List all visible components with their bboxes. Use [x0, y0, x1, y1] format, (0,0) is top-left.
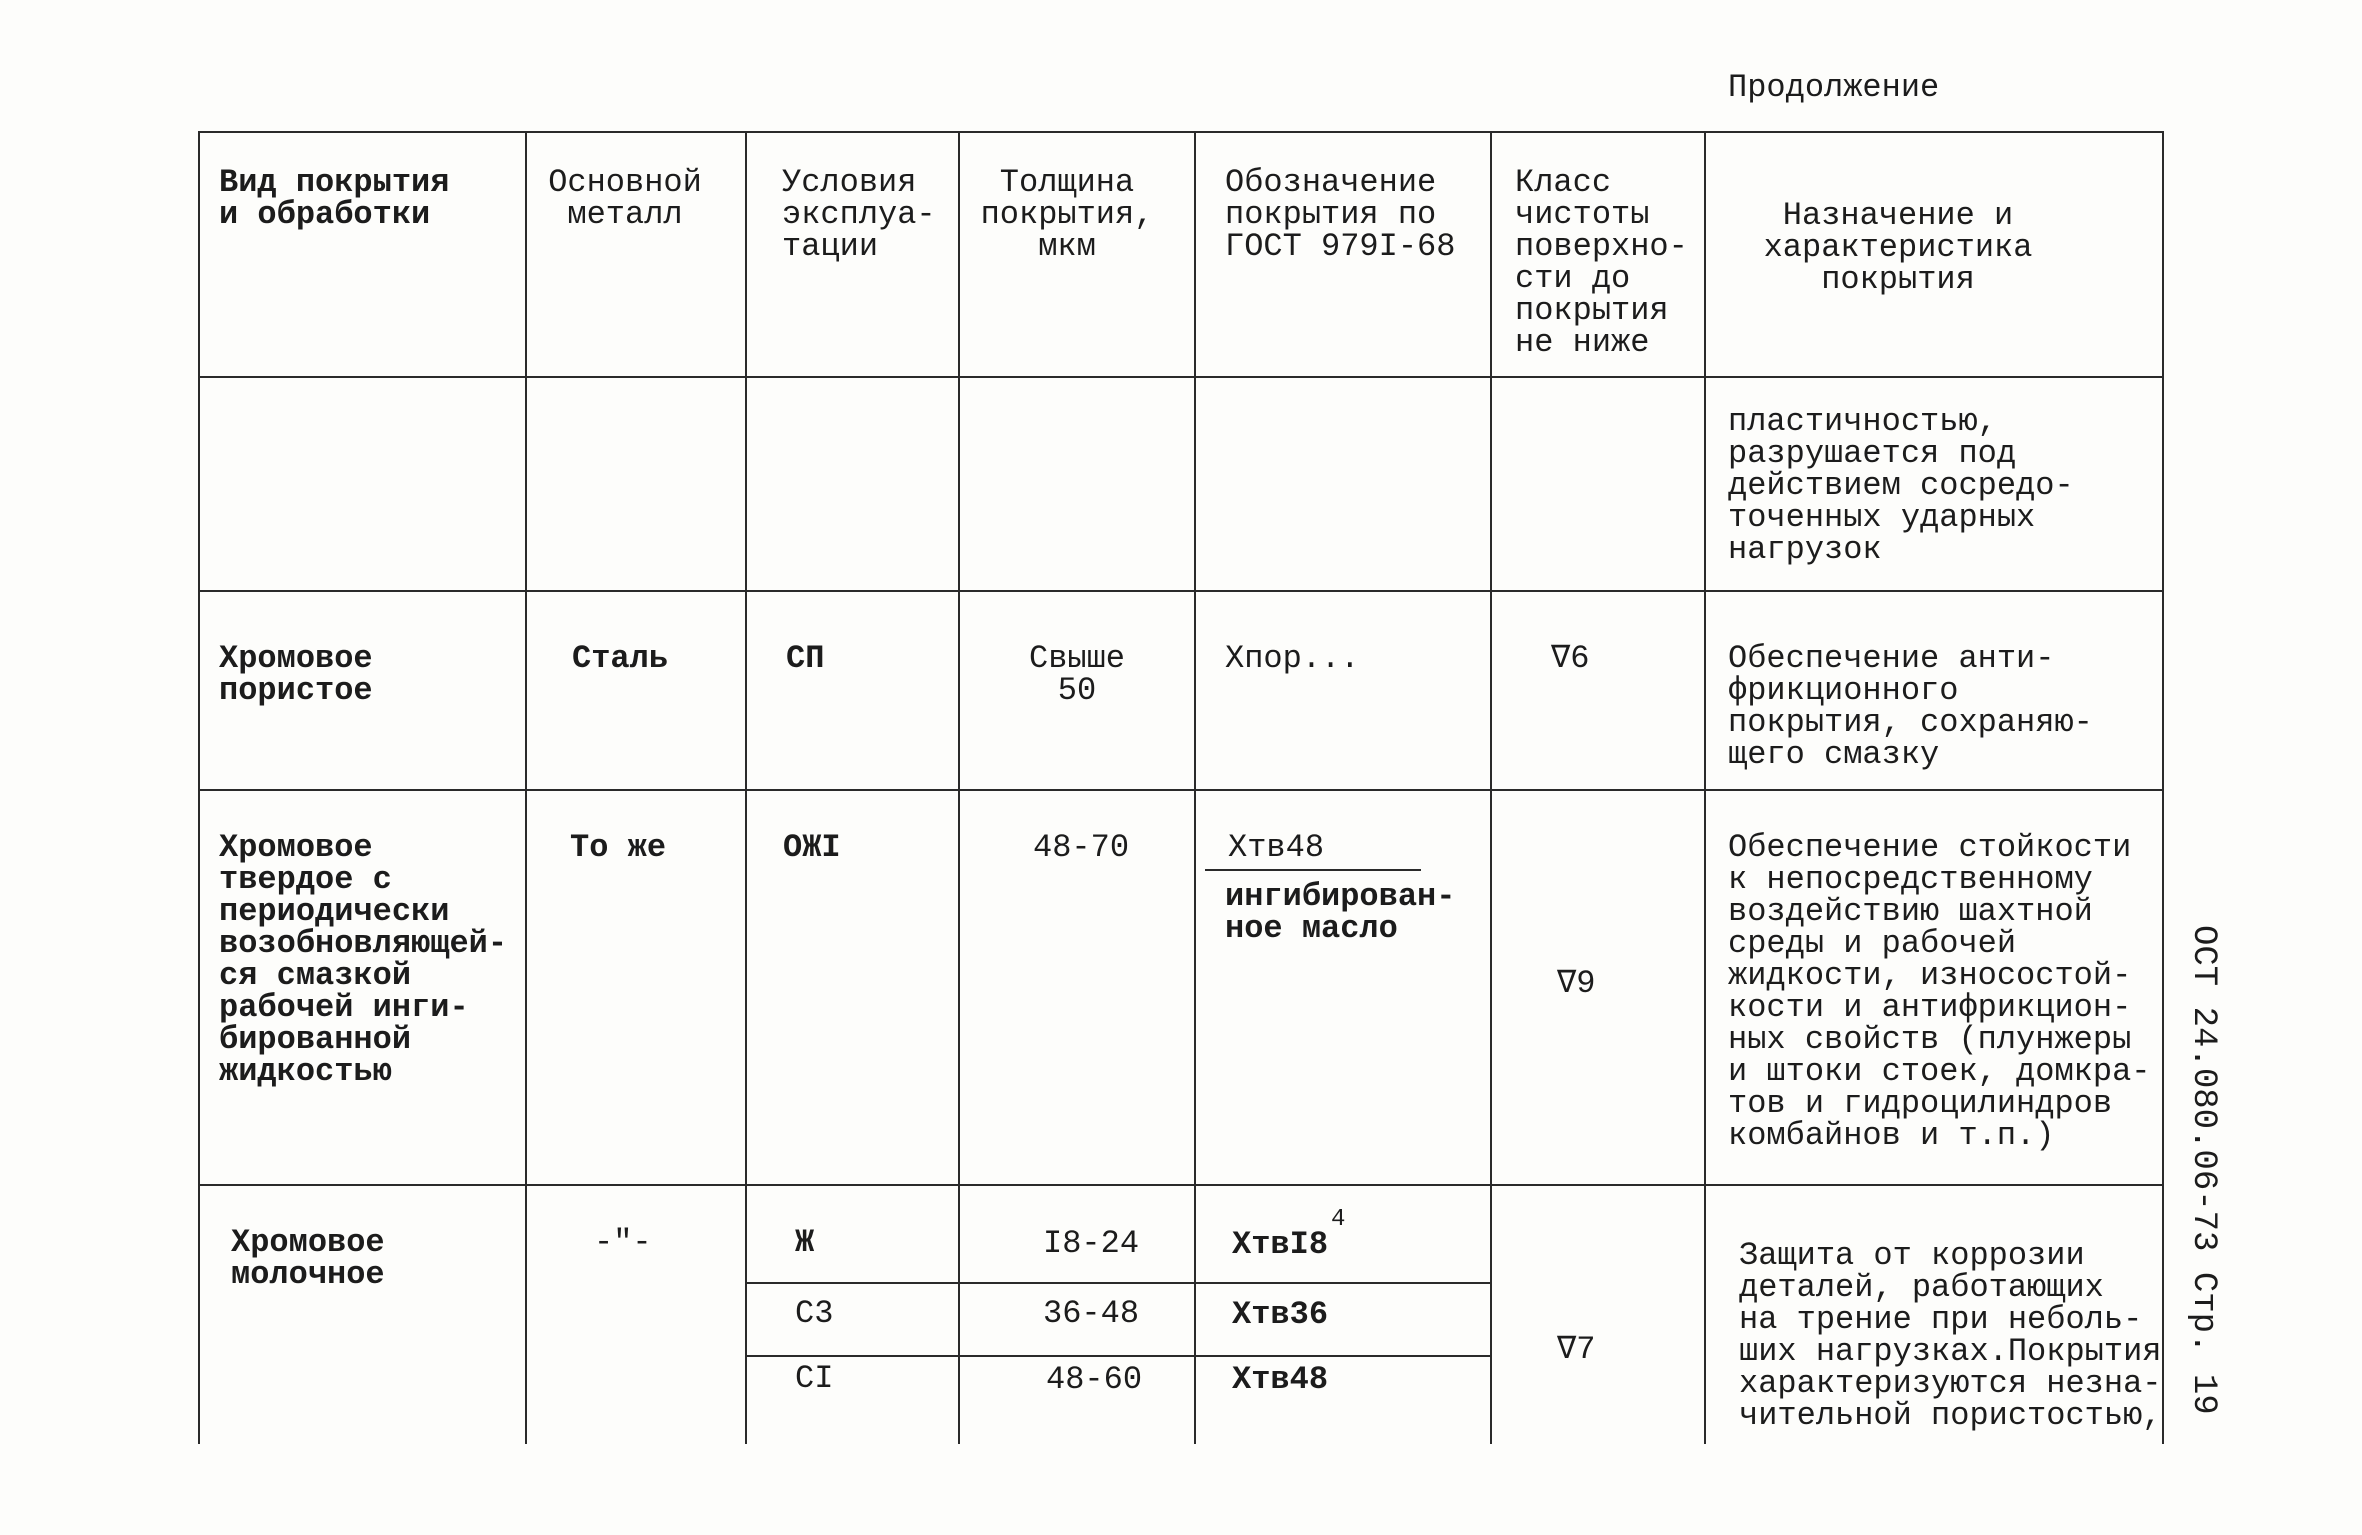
cell-thickness: 48-60 [1046, 1361, 1143, 1398]
column-border [1194, 131, 1196, 1444]
cell-conditions: С3 [795, 1295, 834, 1332]
cell-coating-type: Хромовое молочное [231, 1224, 385, 1293]
designation-footnote-mark: 4 [1331, 1206, 1346, 1233]
row-divider [198, 1184, 2164, 1186]
cell-purpose: Защита от коррозии деталей, работающих на трение при неболь- ших нагрузках.Покрытия характеризуются незна- чительной пористостью, [1739, 1237, 2162, 1434]
cell-designation: Хтв48 [1232, 1361, 1329, 1398]
cell-designation: ХтвI8 [1232, 1226, 1329, 1263]
cell-conditions: ОЖI [783, 829, 841, 866]
column-border [525, 131, 527, 1444]
cell-purpose: пластичностью, разрушается под действием сосредо- точенных ударных нагрузок [1728, 403, 2074, 568]
column-border [745, 131, 747, 1444]
cell-base-metal: -"- [594, 1224, 652, 1261]
table-top-border [198, 131, 2164, 133]
cell-thickness: Свыше 50 [1028, 640, 1125, 709]
cell-conditions: Ж [795, 1224, 815, 1261]
cell-thickness: 36-48 [1043, 1295, 1140, 1332]
header-designation: Обозначение покрытия по ГОСТ 979I-68 [1225, 164, 1456, 265]
header-thickness: Толщина покрытия, мкм [980, 164, 1154, 265]
cell-base-metal: Сталь [572, 640, 669, 677]
fraction-line [1205, 869, 1421, 871]
cell-designation: Хтв36 [1232, 1296, 1329, 1333]
cell-designation-note: ингибирован- ное масло [1225, 878, 1456, 947]
header-purpose: Назначение и характеристика покрытия [1763, 197, 2033, 298]
cell-surface-class: ∇7 [1557, 1331, 1596, 1368]
column-border [198, 131, 200, 1444]
cell-surface-class: ∇6 [1551, 640, 1590, 677]
continuation-label: Продолжение [1728, 69, 1940, 106]
cell-designation: Хпор... [1225, 640, 1360, 677]
cell-thickness: I8-24 [1043, 1225, 1140, 1262]
cell-surface-class: ∇9 [1557, 965, 1596, 1002]
header-surface-class: Класс чистоты поверхно- сти до покрытия не ниже [1515, 164, 1688, 361]
column-border [958, 131, 960, 1444]
cell-base-metal: То же [570, 829, 667, 866]
cell-conditions: СI [795, 1360, 834, 1397]
cell-purpose: Обеспечение анти- фрикционного покрытия, сохраняю- щего смазку [1728, 640, 2093, 773]
column-border [1490, 131, 1492, 1444]
row-divider [198, 590, 2164, 592]
subrow-divider [745, 1355, 1490, 1357]
cell-purpose: Обеспечение стойкости к непосредственному воздействию шахтной среды и рабочей жидкости, износостой- кости и антифрикцион- ных свойств (плунжеры и штоки стоек, домкра- тов и гидроцилиндров комбайнов и т.п.) [1728, 829, 2151, 1154]
header-base-metal: Основной металл [548, 164, 702, 233]
standard-page-reference: ОСТ 24.080.06-73 Стр. 19 [2184, 925, 2222, 1415]
subrow-divider [745, 1282, 1490, 1284]
header-bottom-border [198, 376, 2164, 378]
row-divider [198, 789, 2164, 791]
column-border [1704, 131, 1706, 1444]
cell-coating-type: Хромовое твердое с периодически возобновляющей- ся смазкой рабочей инги- бированной жидкостью [219, 829, 508, 1090]
header-operating-conditions: Условия эксплуа- тации [782, 164, 936, 265]
cell-thickness: 48-70 [1033, 829, 1130, 866]
column-border [2162, 131, 2164, 1444]
header-coating-type: Вид покрытия и обработки [219, 164, 450, 233]
cell-coating-type: Хромовое пористое [219, 640, 373, 709]
cell-conditions: СП [786, 640, 825, 677]
cell-designation: Хтв48 [1228, 829, 1325, 866]
